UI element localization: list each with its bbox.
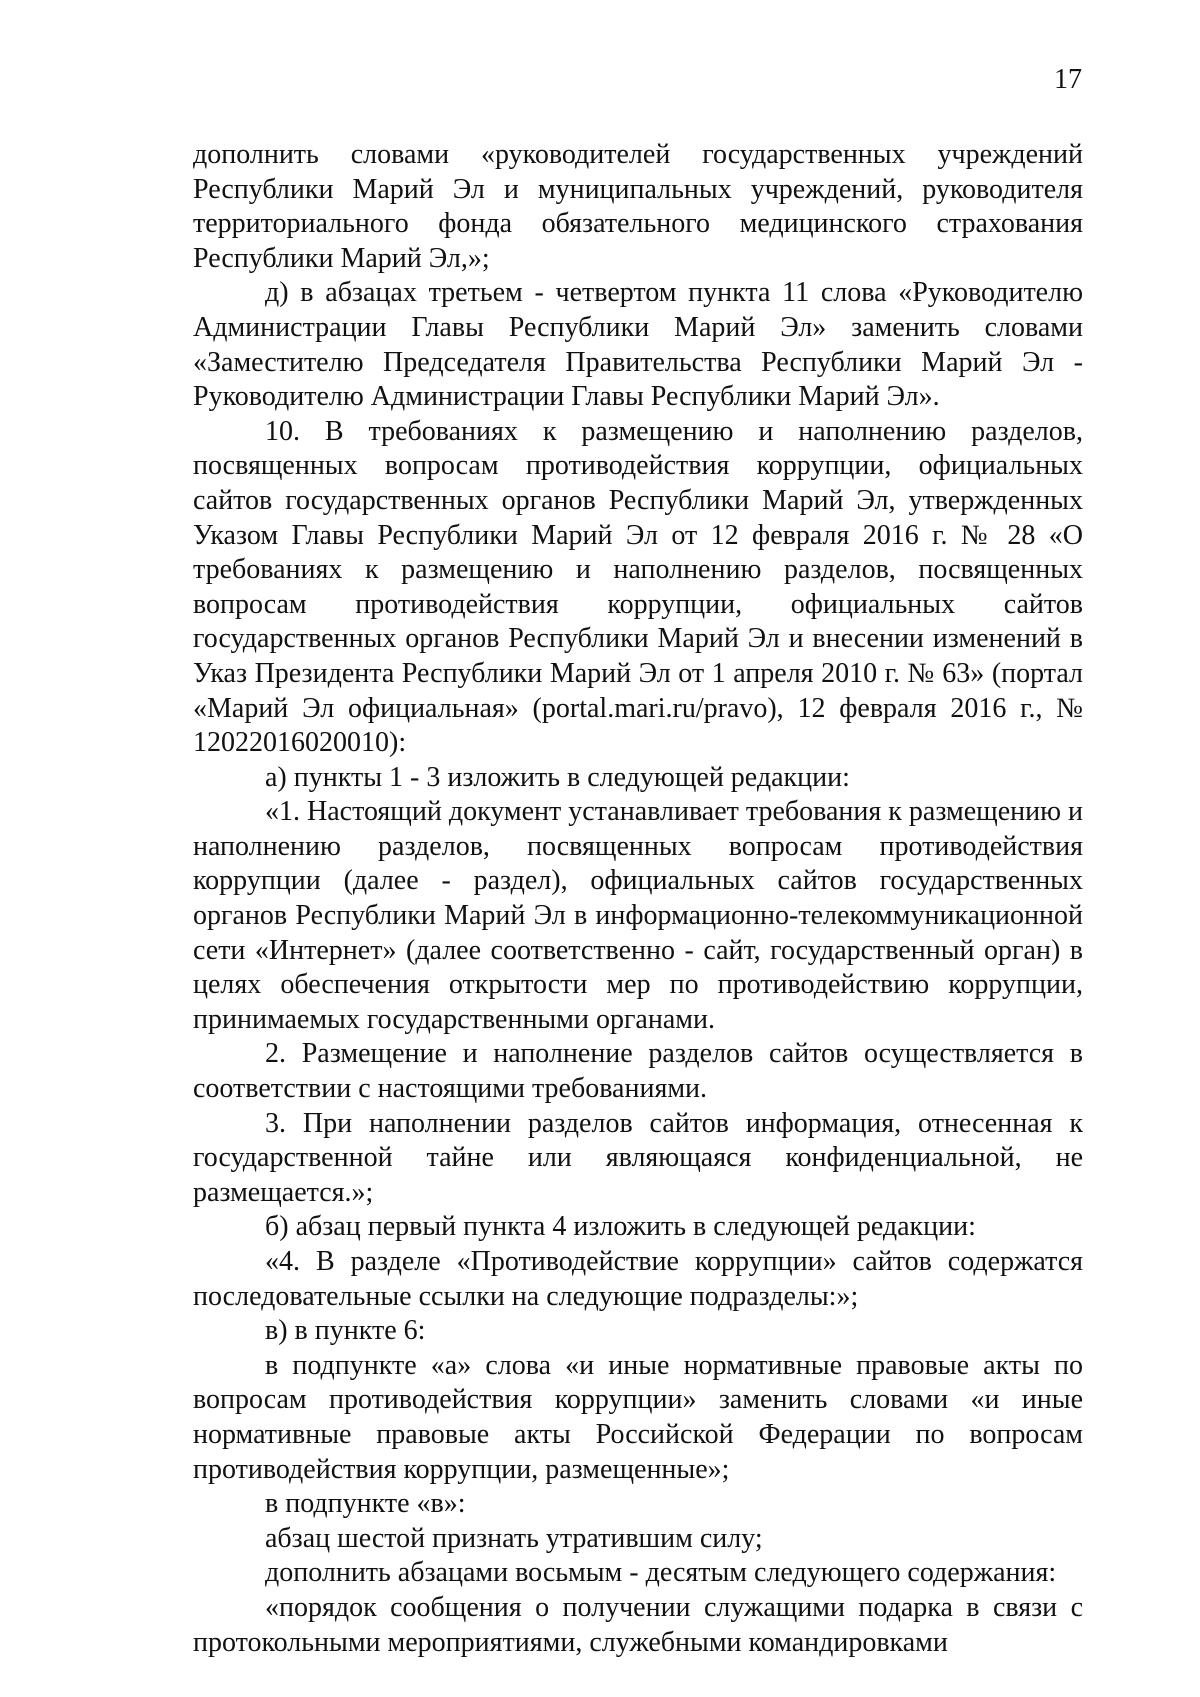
paragraph: абзац шестой признать утратившим силу; xyxy=(265,1522,763,1554)
paragraph: д) в абзацах третьем - четвертом пункта 11 слова «Руководителю Администрации Главы Республики Марий Эл» заменить словами «Заместителю Председателя Правительства Республики Марий Эл - Руководителю Администрации Главы Республики Марий Эл». xyxy=(193,277,1083,413)
paragraph: «порядок сообщения о получении служащими подарка в связи с протокольными мероприятиями, служебными командировками xyxy=(193,1591,1083,1658)
paragraph: в подпункте «в»: xyxy=(265,1488,466,1520)
paragraph: в) в пункте 6: xyxy=(265,1315,426,1347)
paragraph: б) абзац первый пункта 4 изложить в следующей редакции: xyxy=(265,1211,976,1243)
paragraph: дополнить словами «руководителей государственных учреждений Республики Марий Эл и муниципальных учреждений, руководителя территориального фонда обязательного медицинского страхования Республики Марий Эл,»; xyxy=(193,139,1083,274)
paragraph: дополнить абзацами восьмым - десятым следующего содержания: xyxy=(265,1557,1057,1589)
paragraph: 10. В требованиях к размещению и наполнению разделов, посвященных вопросам противодействия коррупции, официальных сайтов государственных органов Республики Марий Эл, утвержденных Указом Главы Республики Марий Эл от 12 февраля 2016 г. № 28 «О требованиях к размещению и наполнению разделов, посвященных вопросам противодействия коррупции, официальных сайтов государственных органов Республики Марий Эл и внесении изменений в Указ Президента Республики Марий Эл от 1 апреля 2010 г. № 63» (портал «Марий Эл официальная» (portal.mari.ru/pravo), 12 февраля 2016 г., № 12022016020010): xyxy=(193,415,1083,759)
paragraph: в подпункте «а» слова «и иные нормативные правовые акты по вопросам противодействия коррупции» заменить словами «и иные нормативные правовые акты Российской Федерации по вопросам противодействия коррупции, размещенные»; xyxy=(193,1349,1083,1485)
paragraph: 3. При наполнении разделов сайтов информация, отнесенная к государственной тайне или являющаяся конфиденциальной, не размещается.»; xyxy=(193,1107,1083,1208)
paragraph: а) пункты 1 - 3 изложить в следующей редакции: xyxy=(265,761,850,793)
document-body xyxy=(193,138,1083,1660)
paragraph: «1. Настоящий документ устанавливает требования к размещению и наполнению разделов, посвященных вопросам противодействия коррупции (далее - раздел), официальных сайтов государственных органов Республики Марий Эл в информационно-телекоммуникационной сети «Интернет» (далее соответственно - сайт, государственный орган) в целях обеспечения открытости мер по противодействию коррупции, принимаемых государственными органами. xyxy=(193,796,1083,1035)
paragraph: 2. Размещение и наполнение разделов сайтов осуществляется в соответствии с настоящими требованиями. xyxy=(193,1038,1083,1105)
page-number: 17 xyxy=(1054,64,1082,95)
paragraph: «4. В разделе «Противодействие коррупции» сайтов содержатся последовательные ссылки на следующие подразделы:»; xyxy=(193,1246,1083,1312)
